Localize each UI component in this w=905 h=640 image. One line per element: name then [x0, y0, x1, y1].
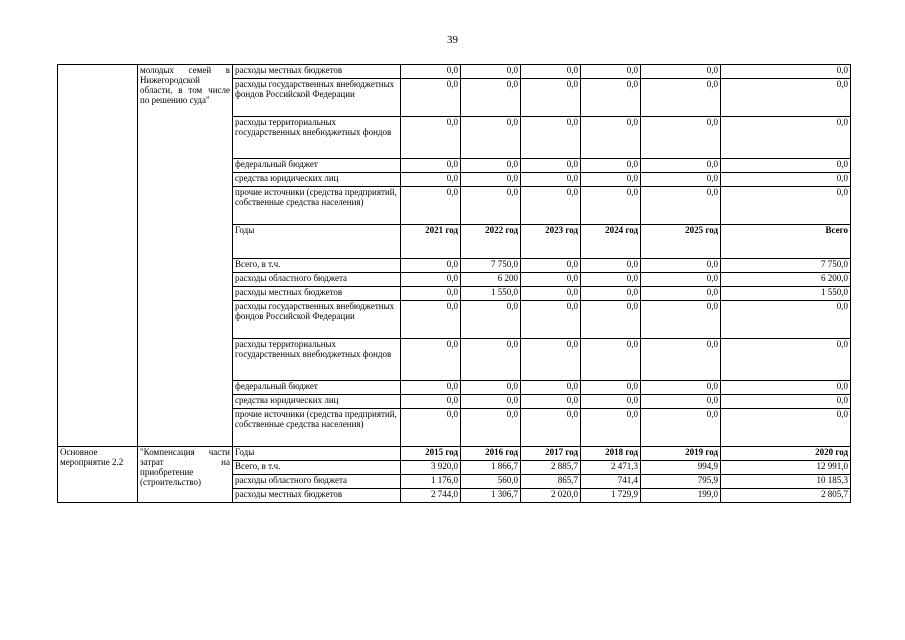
budget-table — [57, 64, 851, 503]
amount-cell: 0,0 — [401, 287, 461, 301]
amount-cell: 0,0 — [721, 381, 851, 395]
amount-cell: 0,0 — [401, 259, 461, 273]
amount-cell: 0,0 — [641, 159, 721, 173]
amount-cell: 7 750,0 — [721, 259, 851, 273]
amount-cell: 0,0 — [581, 79, 641, 117]
amount-cell: 0,0 — [721, 173, 851, 187]
amount-cell: 2 471,3 — [581, 461, 641, 475]
amount-cell: 0,0 — [401, 117, 461, 159]
source-label: расходы территориальных государственных внебюджетных фондов — [233, 339, 401, 381]
year-header: 2017 год — [521, 447, 581, 461]
amount-cell: 0,0 — [521, 79, 581, 117]
source-label: федеральный бюджет — [233, 381, 401, 395]
amount-cell: 7 750,0 — [461, 259, 521, 273]
amount-cell: 0,0 — [581, 301, 641, 339]
amount-cell: 0,0 — [401, 409, 461, 447]
source-label: средства юридических лиц — [233, 173, 401, 187]
amount-cell: 0,0 — [461, 381, 521, 395]
amount-cell: 0,0 — [461, 79, 521, 117]
table-body — [58, 65, 851, 503]
main-event-name: Основное мероприятие 2.2 — [58, 447, 138, 503]
source-label: расходы государственных внебюджетных фондов Российской Федерации — [233, 79, 401, 117]
amount-cell: 0,0 — [581, 273, 641, 287]
year-header: 2016 год — [461, 447, 521, 461]
source-label: расходы местных бюджетов — [233, 287, 401, 301]
amount-cell: 0,0 — [401, 65, 461, 79]
amount-cell: 0,0 — [721, 65, 851, 79]
amount-cell: 0,0 — [721, 339, 851, 381]
amount-cell: 0,0 — [721, 117, 851, 159]
amount-cell: 199,0 — [641, 489, 721, 503]
amount-cell: 0,0 — [521, 273, 581, 287]
amount-cell: 0,0 — [581, 409, 641, 447]
amount-cell: 0,0 — [581, 65, 641, 79]
year-header: 2023 год — [521, 225, 581, 259]
amount-cell: 0,0 — [521, 409, 581, 447]
year-header: 2021 год — [401, 225, 461, 259]
source-label: Всего, в т.ч. — [233, 461, 401, 475]
amount-cell: 0,0 — [641, 381, 721, 395]
amount-cell: 0,0 — [641, 395, 721, 409]
amount-cell: 0,0 — [521, 187, 581, 225]
amount-cell: 1 866,7 — [461, 461, 521, 475]
amount-cell: 0,0 — [521, 287, 581, 301]
amount-cell: 0,0 — [721, 187, 851, 225]
year-header: 2018 год — [581, 447, 641, 461]
amount-cell: 0,0 — [401, 173, 461, 187]
amount-cell: 0,0 — [521, 173, 581, 187]
amount-cell: 0,0 — [521, 339, 581, 381]
event-description: молодых семей в Нижегородской области, в том числе по решению суда" — [138, 65, 233, 447]
amount-cell: 0,0 — [461, 173, 521, 187]
page-number: 39 — [447, 34, 458, 46]
event-description: "Компенсация части затрат на приобретение (строительство) — [138, 447, 233, 503]
source-label: расходы областного бюджета — [233, 273, 401, 287]
source-label: прочие источники (средства предприятий, собственные средства населения) — [233, 187, 401, 225]
amount-cell: 560,0 — [461, 475, 521, 489]
source-label: средства юридических лиц — [233, 395, 401, 409]
amount-cell: 0,0 — [461, 117, 521, 159]
amount-cell: 0,0 — [641, 259, 721, 273]
amount-cell: 0,0 — [581, 339, 641, 381]
amount-cell: 0,0 — [581, 381, 641, 395]
event-cell — [58, 65, 138, 447]
amount-cell: 0,0 — [581, 187, 641, 225]
amount-cell: 0,0 — [581, 287, 641, 301]
source-label: расходы местных бюджетов — [233, 489, 401, 503]
amount-cell: 0,0 — [401, 381, 461, 395]
amount-cell: 1 550,0 — [461, 287, 521, 301]
year-header: 2025 год — [641, 225, 721, 259]
amount-cell: 0,0 — [581, 117, 641, 159]
years-label: Годы — [233, 225, 401, 259]
year-header: 2020 год — [721, 447, 851, 461]
source-label: Всего, в т.ч. — [233, 259, 401, 273]
amount-cell: 0,0 — [521, 395, 581, 409]
amount-cell: 0,0 — [641, 187, 721, 225]
amount-cell: 0,0 — [721, 79, 851, 117]
amount-cell: 0,0 — [641, 301, 721, 339]
amount-cell: 0,0 — [641, 117, 721, 159]
amount-cell: 0,0 — [461, 409, 521, 447]
source-label: расходы государственных внебюджетных фондов Российской Федерации — [233, 301, 401, 339]
amount-cell: 0,0 — [581, 159, 641, 173]
amount-cell: 741,4 — [581, 475, 641, 489]
amount-cell: 0,0 — [461, 395, 521, 409]
source-label: федеральный бюджет — [233, 159, 401, 173]
amount-cell: 0,0 — [461, 65, 521, 79]
source-label: расходы местных бюджетов — [233, 65, 401, 79]
amount-cell: 10 185,3 — [721, 475, 851, 489]
amount-cell: 0,0 — [461, 301, 521, 339]
amount-cell: 0,0 — [581, 259, 641, 273]
amount-cell: 12 991,0 — [721, 461, 851, 475]
amount-cell: 2 020,0 — [521, 489, 581, 503]
year-header: 2015 год — [401, 447, 461, 461]
amount-cell: 0,0 — [401, 273, 461, 287]
amount-cell: 0,0 — [461, 339, 521, 381]
year-header: 2024 год — [581, 225, 641, 259]
amount-cell: 0,0 — [721, 395, 851, 409]
year-header: 2019 год — [641, 447, 721, 461]
amount-cell: 0,0 — [401, 339, 461, 381]
source-label: прочие источники (средства предприятий, собственные средства населения) — [233, 409, 401, 447]
amount-cell: 0,0 — [521, 159, 581, 173]
amount-cell: 1 729,9 — [581, 489, 641, 503]
amount-cell: 1 306,7 — [461, 489, 521, 503]
amount-cell: 0,0 — [461, 159, 521, 173]
amount-cell: 795,9 — [641, 475, 721, 489]
amount-cell: 0,0 — [401, 395, 461, 409]
year-header: Всего — [721, 225, 851, 259]
amount-cell: 0,0 — [401, 159, 461, 173]
amount-cell: 0,0 — [521, 259, 581, 273]
amount-cell: 1 176,0 — [401, 475, 461, 489]
amount-cell: 2 805,7 — [721, 489, 851, 503]
amount-cell: 3 920,0 — [401, 461, 461, 475]
years-header-row — [58, 447, 851, 461]
years-label: Годы — [233, 447, 401, 461]
amount-cell: 2 744,0 — [401, 489, 461, 503]
year-header: 2022 год — [461, 225, 521, 259]
amount-cell: 994,9 — [641, 461, 721, 475]
amount-cell: 0,0 — [581, 395, 641, 409]
amount-cell: 0,0 — [641, 65, 721, 79]
amount-cell: 1 550,0 — [721, 287, 851, 301]
amount-cell: 0,0 — [401, 301, 461, 339]
amount-cell: 0,0 — [641, 173, 721, 187]
table-row — [58, 65, 851, 79]
amount-cell: 0,0 — [401, 187, 461, 225]
amount-cell: 2 885,7 — [521, 461, 581, 475]
amount-cell: 0,0 — [581, 173, 641, 187]
amount-cell: 0,0 — [641, 287, 721, 301]
amount-cell: 0,0 — [721, 301, 851, 339]
amount-cell: 0,0 — [461, 187, 521, 225]
source-label: расходы областного бюджета — [233, 475, 401, 489]
amount-cell: 0,0 — [521, 117, 581, 159]
amount-cell: 0,0 — [401, 79, 461, 117]
source-label: расходы территориальных государственных внебюджетных фондов — [233, 117, 401, 159]
amount-cell: 0,0 — [641, 79, 721, 117]
amount-cell: 6 200 — [461, 273, 521, 287]
amount-cell: 0,0 — [641, 409, 721, 447]
amount-cell: 0,0 — [641, 339, 721, 381]
amount-cell: 0,0 — [521, 381, 581, 395]
amount-cell: 6 200,0 — [721, 273, 851, 287]
amount-cell: 0,0 — [721, 409, 851, 447]
amount-cell: 0,0 — [521, 65, 581, 79]
amount-cell: 865,7 — [521, 475, 581, 489]
amount-cell: 0,0 — [721, 159, 851, 173]
amount-cell: 0,0 — [521, 301, 581, 339]
amount-cell: 0,0 — [641, 273, 721, 287]
